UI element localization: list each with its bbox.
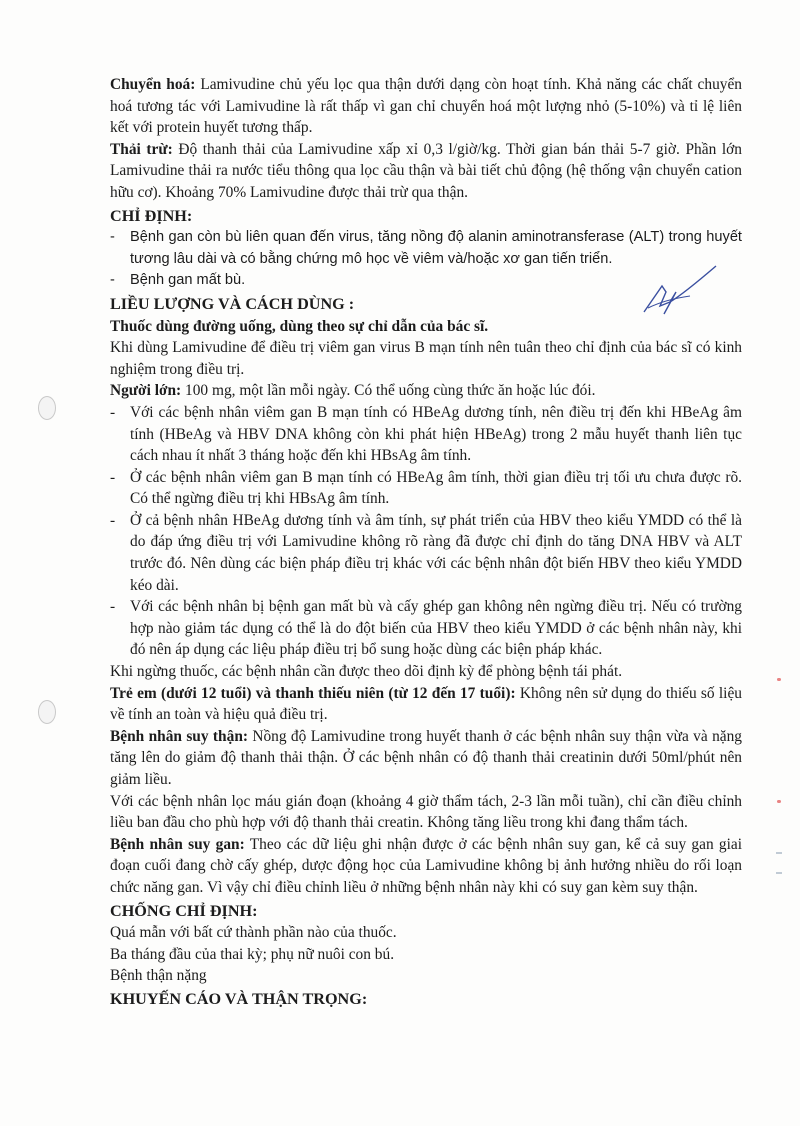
contraindication-line: Quá mẫn với bất cứ thành phần nào của thuốc. bbox=[110, 924, 397, 942]
intro-lieu-luong: Khi dùng Lamivudine để điều trị viêm gan virus B mạn tính nên tuân theo chỉ định của bác sĩ có kinh nghiệm trong điều trị. bbox=[110, 339, 742, 378]
text-nguoi-lon: 100 mg, một lần mỗi ngày. Có thể uống cùng thức ăn hoặc lúc đói. bbox=[181, 382, 596, 400]
heading-lieu-luong: LIỀU LƯỢNG VÀ CÁCH DÙNG : bbox=[110, 294, 355, 313]
label-nguoi-lon: Người lớn: bbox=[110, 382, 182, 400]
list-item: - Ở cả bệnh nhân HBeAg dương tính và âm tính, sự phát triển của HBV theo kiểu YMDD có thể là do đáp ứng điều trị với Lamivudine không rõ ràng đã được chỉ định do tăng DNA HBV và ALT trước đó. Nên dùng các biện pháp điều trị khác với các bệnh nhân đột biến HBV theo kiểu YMDD kéo dài. bbox=[110, 510, 742, 596]
stop-note: Khi ngừng thuốc, các bệnh nhân cần được theo dõi định kỳ để phòng bệnh tái phát. bbox=[110, 663, 623, 681]
scan-mark bbox=[776, 852, 782, 854]
document-page bbox=[110, 74, 742, 1011]
label-tre-em: Trẻ em (dưới 12 tuổi) và thanh thiếu niên (từ 12 đến 17 tuổi): bbox=[110, 684, 516, 702]
scan-mark bbox=[777, 678, 781, 681]
paragraph-thai-tru bbox=[110, 139, 742, 204]
text-suy-than: Nồng độ Lamivudine trong huyết thanh ở các bệnh nhân suy thận vừa và nặng tăng lên do giảm độ thanh thải thận. Ở các bệnh nhân có độ thanh thải creatinin dưới 50ml/phút nên giảm liều. bbox=[110, 727, 742, 788]
label-suy-than: Bệnh nhân suy thận: bbox=[110, 727, 248, 745]
list-nguoi-lon bbox=[110, 402, 742, 661]
list-item: - Bệnh gan mất bù. bbox=[110, 270, 742, 292]
scan-mark bbox=[777, 800, 781, 803]
list-item: - Bệnh gan còn bù liên quan đến virus, tăng nồng độ alanin aminotransferase (ALT) trong huyết tương lâu dài và có bằng chứng mô học về viêm và/hoặc xơ gan tiến triển. bbox=[110, 227, 742, 270]
paragraph-chuyen-hoa bbox=[110, 74, 742, 139]
paragraph-nguoi-lon bbox=[110, 380, 742, 402]
contraindication-line: Bệnh thận nặng bbox=[110, 967, 207, 985]
punch-hole-top bbox=[38, 396, 56, 420]
label-thai-tru: Thải trừ: bbox=[110, 140, 173, 158]
label-suy-gan: Bệnh nhân suy gan: bbox=[110, 835, 245, 853]
text-tre-em: Không nên sử dụng do thiếu số liệu về tính an toàn và hiệu quả điều trị. bbox=[110, 684, 742, 724]
contraindication-line: Ba tháng đầu của thai kỳ; phụ nữ nuôi con bú. bbox=[110, 945, 395, 963]
paragraph-suy-than bbox=[110, 726, 742, 791]
text-chuyen-hoa: Lamivudine chủ yếu lọc qua thận dưới dạng còn hoạt tính. Khả năng các chất chuyển hoá tương tác với Lamivudine là rất thấp vì gan chỉ chuyển hoá một lượng nhỏ (5-10%) và tỉ lệ liên kết với protein huyết tương thấp. bbox=[110, 76, 742, 137]
scan-mark bbox=[776, 872, 782, 874]
paragraph-tre-em bbox=[110, 683, 742, 726]
list-chi-dinh bbox=[110, 227, 742, 292]
subheading-lieu-luong bbox=[110, 316, 742, 338]
heading-khuyen-cao: KHUYẾN CÁO VÀ THẬN TRỌNG: bbox=[110, 989, 368, 1008]
label-chuyen-hoa: Chuyển hoá: bbox=[110, 76, 196, 93]
text-suy-gan: Theo các dữ liệu ghi nhận được ở các bệnh nhân suy gan, kể cả suy gan giai đoạn cuối đang chờ cấy ghép, dược động học của Lamivudine không bị ảnh hưởng nhiều do rối loạn chức năng gan. Vì vậy chỉ điều chỉnh liều ở những bệnh nhân này khi có suy gan kèm suy thận. bbox=[110, 835, 742, 896]
subheading-text: Thuốc dùng đường uống, dùng theo sự chỉ dẫn của bác sĩ. bbox=[110, 317, 489, 335]
list-item: - Với các bệnh nhân bị bệnh gan mất bù và cấy ghép gan không nên ngừng điều trị. Nếu có trường hợp nào giảm tác dụng có thể là do đột biến của HBV theo kiểu YMDD ở các bệnh nhân này, khi đó nên áp dụng các liệu pháp điều trị bổ sung hoặc dùng các biện pháp khác. bbox=[110, 596, 742, 661]
list-item: - Ở các bệnh nhân viêm gan B mạn tính có HBeAg âm tính, thời gian điều trị tối ưu chưa được rõ. Có thể ngừng điều trị khi HBsAg âm tính. bbox=[110, 467, 742, 510]
paragraph-suy-gan bbox=[110, 834, 742, 899]
list-item: - Với các bệnh nhân viêm gan B mạn tính có HBeAg dương tính, nên điều trị đến khi HBeAg âm tính (HBeAg và HBV DNA không còn khi phát hiện HBeAg) trong 2 mẫu huyết thanh liên tục cách nhau ít nhất 3 tháng hoặc đến khi HBsAg âm tính. bbox=[110, 402, 742, 467]
heading-chi-dinh: CHỈ ĐỊNH: bbox=[110, 206, 193, 225]
punch-hole-bottom bbox=[38, 700, 56, 724]
paragraph-loc-mau: Với các bệnh nhân lọc máu gián đoạn (khoảng 4 giờ thẩm tách, 2-3 lần mỗi tuần), chỉ cần điều chỉnh liều ban đầu cho phù hợp với độ thanh thải creatin. Không tăng liều trong khi đang thẩm tách. bbox=[110, 792, 742, 832]
text-thai-tru: Độ thanh thải của Lamivudine xấp xỉ 0,3 l/giờ/kg. Thời gian bán thải 5-7 giờ. Phần lớn Lamivudine thải ra nước tiểu thông qua lọc cầu thận và bài tiết chủ động (hệ thống vận chuyển cation hữu cơ). Khoảng 70% Lamivudine được thải trừ qua thận. bbox=[110, 140, 742, 201]
heading-chong-chi-dinh: CHỐNG CHỈ ĐỊNH: bbox=[110, 901, 258, 920]
